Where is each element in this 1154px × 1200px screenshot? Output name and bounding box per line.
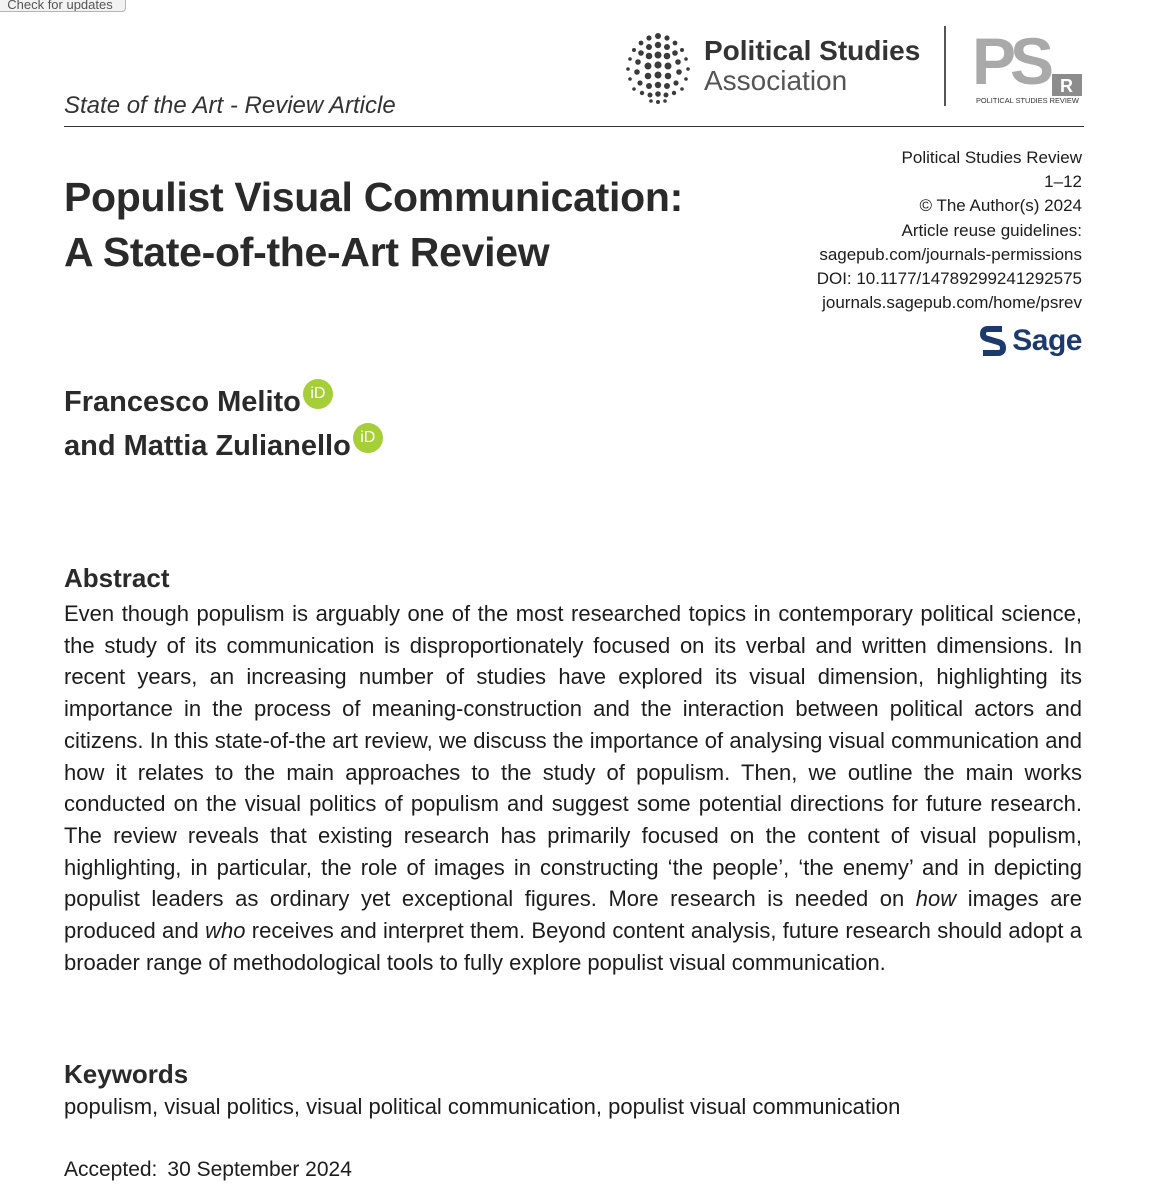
- psa-dots-logo-icon: [618, 28, 698, 108]
- author-name: Francesco Melito: [64, 386, 301, 418]
- reuse-label: Article reuse guidelines:: [901, 220, 1082, 240]
- abstract-heading: Abstract: [64, 563, 170, 593]
- sage-wordmark: Sage: [1012, 324, 1082, 357]
- doi-link[interactable]: DOI: 10.1177/14789299241292575: [816, 269, 1082, 289]
- journal-home-link[interactable]: journals.sagepub.com/home/psrev: [822, 293, 1082, 313]
- keywords-list: populism, visual politics, visual political communication, populist visual communication: [64, 1094, 901, 1119]
- psr-logo-caption: POLITICAL STUDIES REVIEW: [976, 96, 1079, 105]
- accepted-date: [64, 1158, 352, 1182]
- psa-logo-text: Political Studies Association: [704, 35, 921, 96]
- sage-s-icon: [980, 325, 1006, 357]
- abstract-text: Even though populism is arguably one of the most researched topics in contemporary political science, the study of its communication is disproportionately focused on its verbal and written dimensions. In recent years, an increasing number of studies have explored its visual dimension, highlighting its importance in the process of meaning-construction and the interaction between political actors and citizens. In this state-of-the art review, we discuss the importance of analysing visual communication and how it relates to the main approaches to the study of populism. Then, we outline the main works conducted on the visual politics of populism and suggest some potential directions for future research. The review reveals that existing research has primarily focused on the content of visual populism, highlighting, in particular, the role of images in constructing ‘the people’, ‘the enemy’ and in depicting populist leaders as ordinary yet exceptional figures. More research is needed on how images are produced and who receives and interpret them. Beyond content analysis, future research should adopt a broader range of methodological tools to fully explore populist visual communication.: [64, 601, 1083, 975]
- title-line-1: Populist Visual Communication:: [64, 174, 683, 220]
- logo-divider: [944, 26, 946, 106]
- author-row: [64, 424, 383, 468]
- article-title: [64, 170, 824, 280]
- author-list: [64, 380, 383, 468]
- reuse-link[interactable]: sagepub.com/journals-permissions: [819, 244, 1082, 264]
- author-row: [64, 380, 383, 424]
- accepted-label: Accepted:: [64, 1158, 158, 1181]
- orcid-icon[interactable]: iD: [303, 379, 333, 409]
- journal-metadata: [817, 146, 1082, 315]
- check-for-updates-badge[interactable]: Check for updates: [0, 0, 126, 12]
- copyright: © The Author(s) 2024: [919, 196, 1082, 216]
- orcid-icon[interactable]: iD: [353, 423, 383, 453]
- sage-logo: [980, 322, 1082, 360]
- page-range: 1–12: [1044, 172, 1082, 192]
- journal-name: Political Studies Review: [901, 148, 1082, 167]
- psr-logo-letters: PS: [972, 24, 1049, 98]
- psr-logo-sub-letter: R: [1060, 76, 1073, 96]
- author-name: and Mattia Zulianello: [64, 430, 351, 462]
- accepted-value: 30 September 2024: [167, 1158, 352, 1181]
- psr-journal-logo-icon: [956, 24, 1086, 106]
- keywords-heading: Keywords: [64, 1059, 189, 1089]
- header-divider: [64, 126, 1084, 127]
- section-label: State of the Art - Review Article: [64, 92, 396, 119]
- title-line-2: A State-of-the-Art Review: [64, 229, 550, 275]
